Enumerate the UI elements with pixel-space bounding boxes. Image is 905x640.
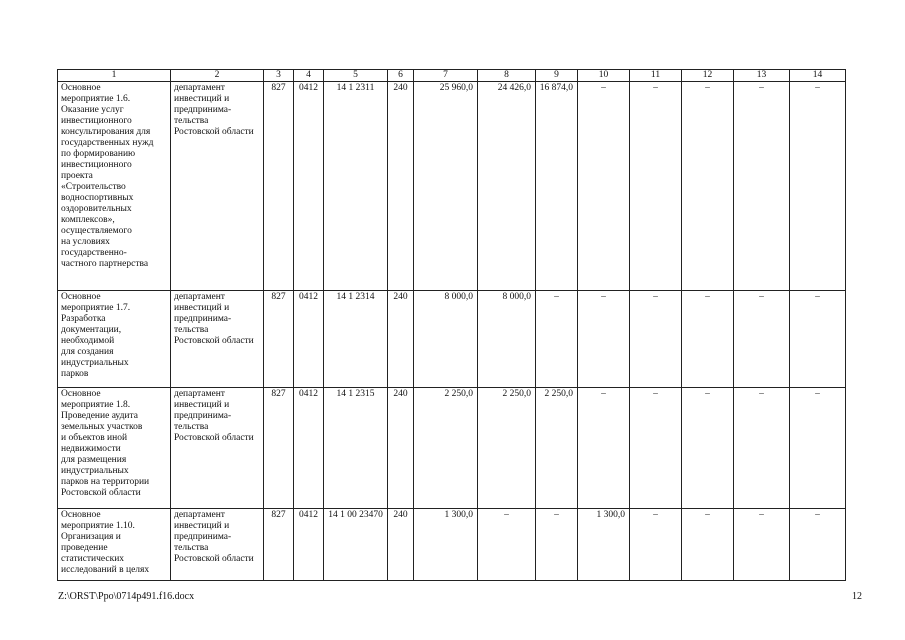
column-number-9: 9 — [536, 70, 578, 82]
csr-code: 14 1 2311 — [324, 82, 388, 291]
amount-cell: – — [790, 291, 846, 388]
vr-code: 240 — [388, 291, 414, 388]
page-number: 12 — [852, 591, 862, 602]
column-number-6: 6 — [388, 70, 414, 82]
vr-code: 240 — [388, 509, 414, 581]
grbs-code: 827 — [264, 509, 294, 581]
amount-cell: – — [790, 388, 846, 509]
column-number-11: 11 — [630, 70, 682, 82]
amount-cell: – — [578, 291, 630, 388]
rzpr-code: 0412 — [294, 82, 324, 291]
grbs-code: 827 — [264, 82, 294, 291]
column-number-1: 1 — [58, 70, 171, 82]
executor-cell: департамент инвестиций и предпринима- тельства Ростовской области — [171, 82, 264, 291]
amount-cell: – — [630, 82, 682, 291]
amount-cell: – — [734, 388, 790, 509]
csr-code: 14 1 2314 — [324, 291, 388, 388]
amount-cell: – — [536, 509, 578, 581]
rzpr-code: 0412 — [294, 388, 324, 509]
executor-cell: департамент инвестиций и предпринима- тельства Ростовской области — [171, 509, 264, 581]
column-number-8: 8 — [478, 70, 536, 82]
column-number-10: 10 — [578, 70, 630, 82]
csr-code: 14 1 00 23470 — [324, 509, 388, 581]
amount-cell: – — [630, 509, 682, 581]
column-number-12: 12 — [682, 70, 734, 82]
table-row — [58, 291, 846, 388]
amount-cell: – — [630, 291, 682, 388]
activity-name: Основное мероприятие 1.6. Оказание услуг инвестиционного консультирования для государственных нужд по формированию инвестиционного проекта «Строительство водноспортивных оздоровительных комплексов», осуществляемого на условиях государственно- частного партнерства — [58, 82, 171, 291]
column-number-5: 5 — [324, 70, 388, 82]
column-number-7: 7 — [414, 70, 478, 82]
amount-cell: – — [790, 509, 846, 581]
executor-cell: департамент инвестиций и предпринима- тельства Ростовской области — [171, 388, 264, 509]
amount-cell: – — [682, 388, 734, 509]
grbs-code: 827 — [264, 388, 294, 509]
amount-cell: – — [682, 82, 734, 291]
amount-cell: – — [478, 509, 536, 581]
activity-name: Основное мероприятие 1.8. Проведение аудита земельных участков и объектов иной недвижимости для размещения индустриальных парков на территории Ростовской области — [58, 388, 171, 509]
amount-cell: 1 300,0 — [578, 509, 630, 581]
column-number-row — [58, 70, 846, 82]
table-row — [58, 388, 846, 509]
amount-cell: 8 000,0 — [478, 291, 536, 388]
budget-table — [57, 69, 846, 581]
activity-name: Основное мероприятие 1.10. Организация и проведение статистических исследований в целях — [58, 509, 171, 581]
amount-cell: 16 874,0 — [536, 82, 578, 291]
vr-code: 240 — [388, 82, 414, 291]
column-number-14: 14 — [790, 70, 846, 82]
executor-cell: департамент инвестиций и предпринима- тельства Ростовской области — [171, 291, 264, 388]
column-number-2: 2 — [171, 70, 264, 82]
column-number-3: 3 — [264, 70, 294, 82]
amount-cell: 2 250,0 — [536, 388, 578, 509]
rzpr-code: 0412 — [294, 291, 324, 388]
activity-name: Основное мероприятие 1.7. Разработка документации, необходимой для создания индустриальных парков — [58, 291, 171, 388]
rzpr-code: 0412 — [294, 509, 324, 581]
amount-cell: – — [790, 82, 846, 291]
file-path: Z:\ORST\Ppo\0714p491.f16.docx — [58, 591, 195, 602]
table-row — [58, 509, 846, 581]
column-number-13: 13 — [734, 70, 790, 82]
amount-cell: – — [734, 291, 790, 388]
table-row — [58, 82, 846, 291]
amount-cell: – — [734, 509, 790, 581]
grbs-code: 827 — [264, 291, 294, 388]
amount-cell: – — [536, 291, 578, 388]
amount-cell: – — [682, 509, 734, 581]
amount-cell: 1 300,0 — [414, 509, 478, 581]
amount-cell: – — [682, 291, 734, 388]
amount-cell: 2 250,0 — [414, 388, 478, 509]
amount-cell: 25 960,0 — [414, 82, 478, 291]
amount-cell: – — [578, 82, 630, 291]
column-number-4: 4 — [294, 70, 324, 82]
vr-code: 240 — [388, 388, 414, 509]
amount-cell: – — [734, 82, 790, 291]
amount-cell: 2 250,0 — [478, 388, 536, 509]
csr-code: 14 1 2315 — [324, 388, 388, 509]
amount-cell: – — [578, 388, 630, 509]
amount-cell: 24 426,0 — [478, 82, 536, 291]
amount-cell: 8 000,0 — [414, 291, 478, 388]
amount-cell: – — [630, 388, 682, 509]
